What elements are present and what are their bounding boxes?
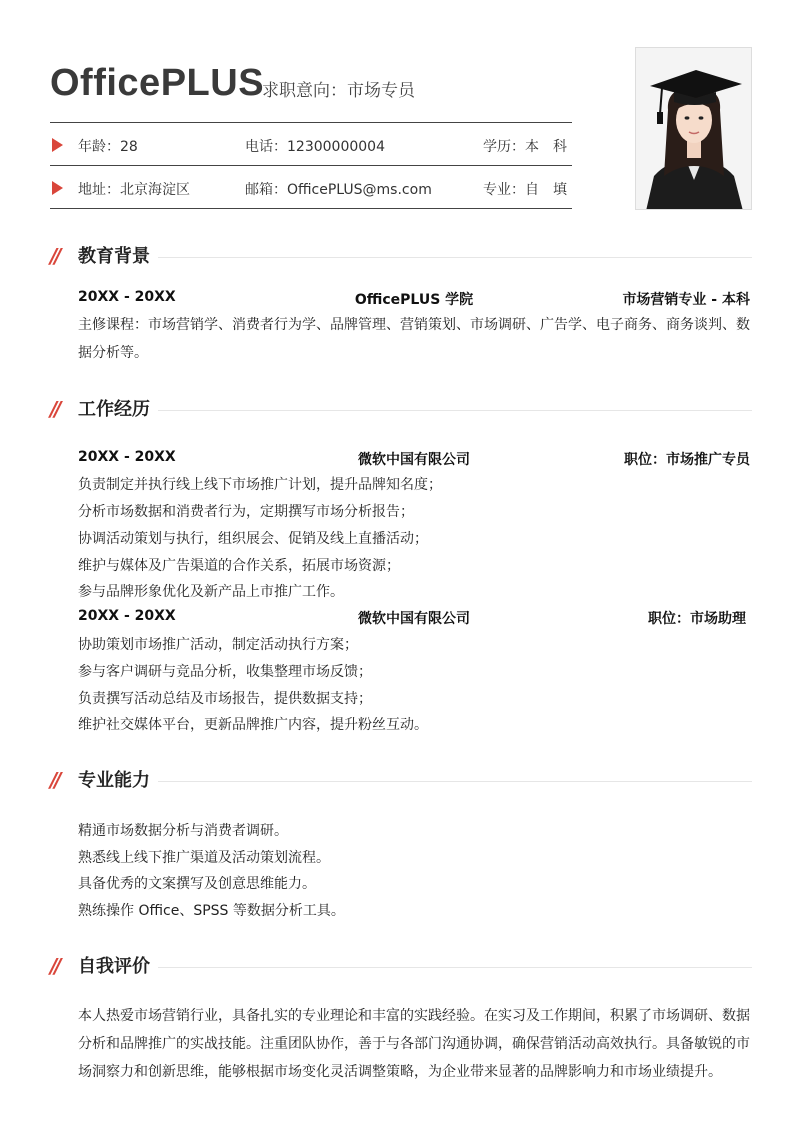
section-rule	[158, 781, 752, 782]
job-objective: 求职意向：市场专员	[262, 81, 415, 101]
education-text: 学历：本 科	[483, 139, 567, 155]
skill-item: 熟悉线上线下推广渠道及活动策划流程。	[78, 850, 330, 866]
work-duty: 负责制定并执行线上线下市场推广计划，提升品牌知名度；	[78, 477, 442, 493]
info-middle-rule	[50, 165, 572, 166]
info-top-rule	[50, 122, 572, 123]
education-period: 20XX - 20XX	[78, 289, 176, 305]
info-row-2	[50, 177, 572, 199]
work-duty: 维护社交媒体平台，更新品牌推广内容，提升粉丝互动。	[78, 717, 428, 733]
work-company: 微软中国有限公司	[358, 611, 470, 627]
education-entry-header	[78, 287, 750, 309]
section-education-header	[50, 242, 752, 272]
section-self-header	[50, 952, 752, 982]
work-duty: 参与品牌形象优化及新产品上市推广工作。	[78, 584, 344, 600]
self-evaluation-text: 本人热爱市场营销行业，具备扎实的专业理论和丰富的实践经验。在实习及工作期间，积累了市场调研、数据分析和品牌推广的实战技能。注重团队协作，善于与各部门沟通协调，确保营销活动高效执行。具备敏锐的市场洞察力和创新思维，能够根据市场变化灵活调整策略，为企业带来显著的品牌影响力和市场业绩提升。	[78, 1008, 750, 1080]
profile-photo	[635, 47, 752, 210]
education-degree: 市场营销专业 - 本科	[622, 292, 750, 308]
brand-name: OfficePLUS	[50, 62, 265, 104]
email-text: 邮箱：OfficePLUS@ms.com	[245, 182, 432, 198]
work-duty: 协调活动策划与执行，组织展会、促销及线上直播活动；	[78, 531, 428, 547]
address-text: 地址：北京海淀区	[78, 182, 190, 198]
work-duty: 协助策划市场推广活动，制定活动执行方案；	[78, 637, 358, 653]
section-slash-icon: //	[50, 397, 59, 421]
work-entry-2-header	[78, 606, 750, 628]
work-company: 微软中国有限公司	[358, 452, 470, 468]
section-skills-header	[50, 766, 752, 796]
section-work-header	[50, 395, 752, 425]
age-text: 年龄：28	[78, 139, 138, 155]
phone-text: 电话：12300000004	[245, 139, 385, 155]
work-position: 职位：市场助理	[648, 611, 746, 627]
work-duty: 分析市场数据和消费者行为，定期撰写市场分析报告；	[78, 504, 414, 520]
info-row-1	[50, 134, 572, 156]
skill-item: 精通市场数据分析与消费者调研。	[78, 823, 288, 839]
section-rule	[158, 257, 752, 258]
work-duty: 负责撰写活动总结及市场报告，提供数据支持；	[78, 691, 372, 707]
education-courses: 主修课程：市场营销学、消费者行为学、品牌管理、营销策划、市场调研、广告学、电子商务、商务谈判、数据分析等。	[78, 317, 750, 361]
bullet-triangle-icon	[52, 138, 63, 152]
section-title: 教育背景	[78, 246, 150, 267]
skill-item: 熟练操作 Office、SPSS 等数据分析工具。	[78, 903, 345, 919]
work-duty: 维护与媒体及广告渠道的合作关系，拓展市场资源；	[78, 558, 400, 574]
section-slash-icon: //	[50, 954, 59, 978]
work-period: 20XX - 20XX	[78, 449, 176, 465]
skill-item: 具备优秀的文案撰写及创意思维能力。	[78, 876, 316, 892]
section-title: 专业能力	[78, 770, 150, 791]
section-rule	[158, 410, 752, 411]
education-school: OfficePLUS 学院	[354, 292, 474, 308]
work-duty: 参与客户调研与竞品分析，收集整理市场反馈；	[78, 664, 372, 680]
bullet-triangle-icon	[52, 181, 63, 195]
section-title: 工作经历	[78, 399, 150, 420]
work-entry-1-header	[78, 447, 750, 469]
section-rule	[158, 967, 752, 968]
section-title: 自我评价	[78, 956, 150, 977]
work-period: 20XX - 20XX	[78, 608, 176, 624]
graduate-portrait-icon	[636, 48, 752, 210]
section-slash-icon: //	[50, 768, 59, 792]
info-bottom-rule	[50, 208, 572, 209]
section-slash-icon: //	[50, 244, 59, 268]
work-position: 职位：市场推广专员	[624, 452, 750, 468]
major-text: 专业：自 填	[483, 182, 567, 198]
